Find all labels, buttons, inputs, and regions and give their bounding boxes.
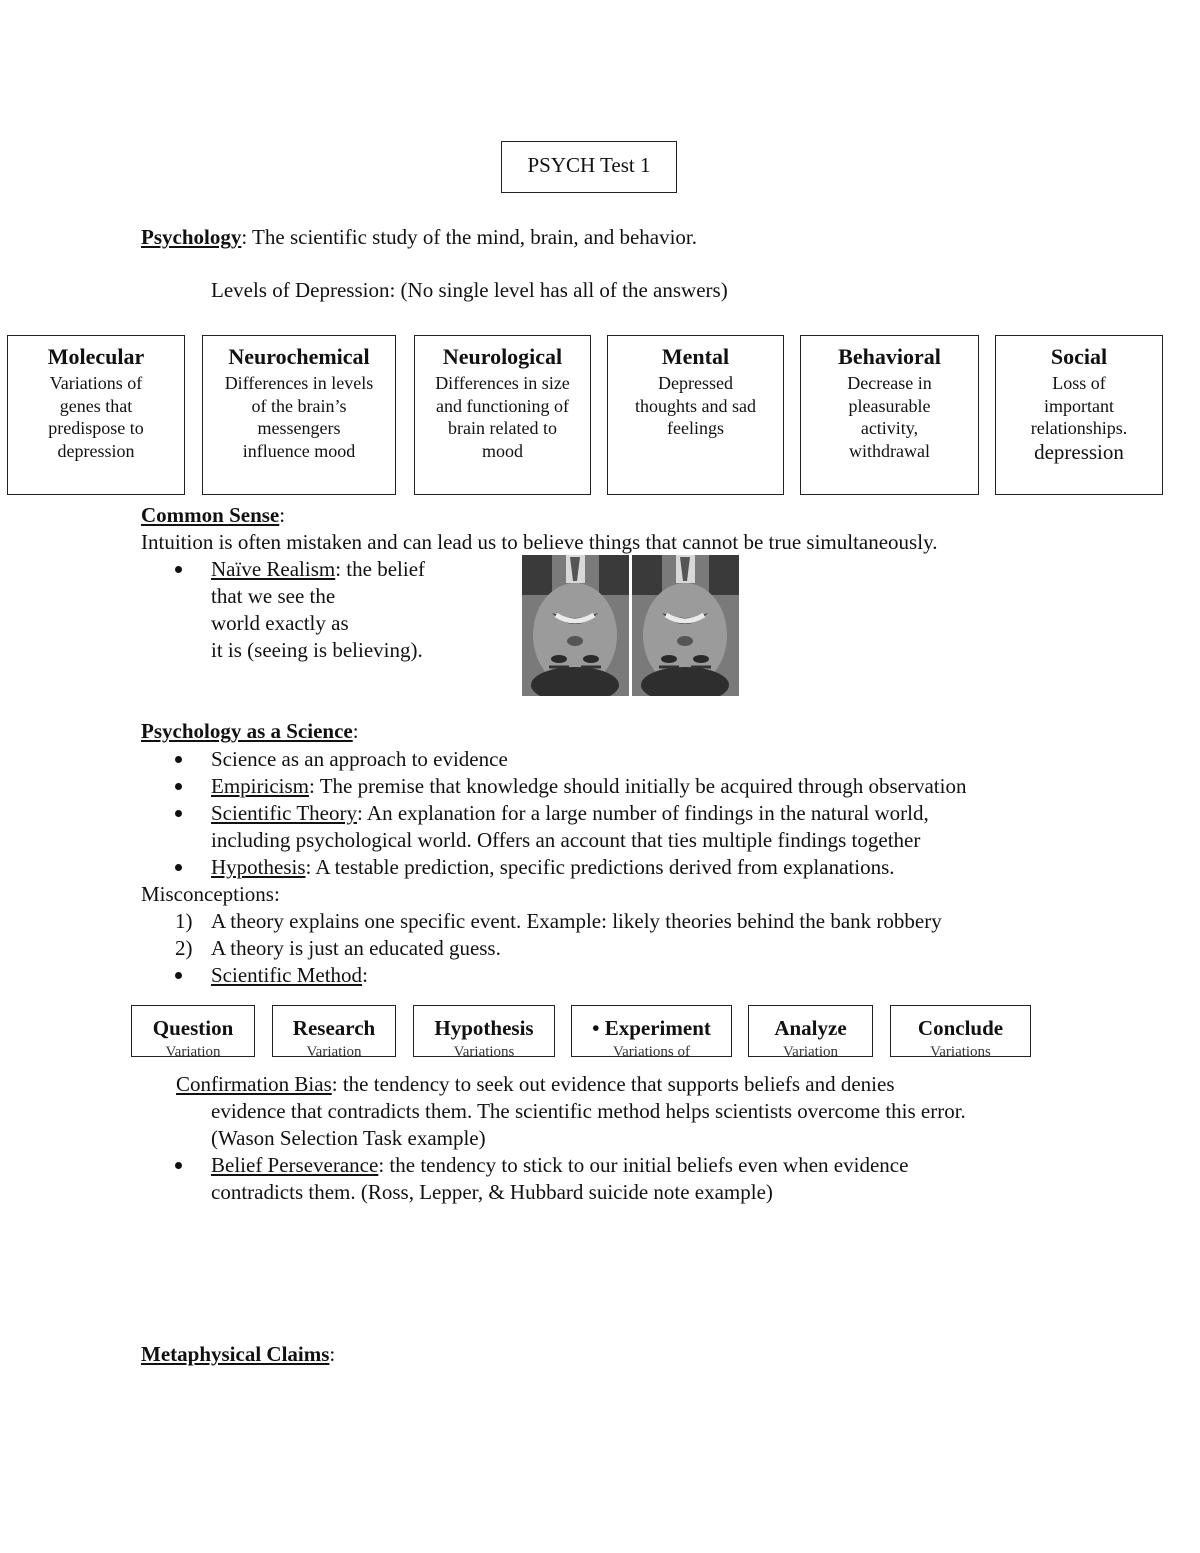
level-line: Differences in size xyxy=(435,373,570,393)
level-line: depression xyxy=(57,440,135,461)
level-box-molecular xyxy=(7,335,185,495)
list-item: A theory explains one specific event. Example: likely theories behind the bank robbery xyxy=(211,909,942,933)
list-item xyxy=(211,854,895,881)
scientific-theory-term: Scientific Theory xyxy=(211,801,357,825)
face-illustration xyxy=(522,555,629,696)
step-label: • Experiment xyxy=(592,1016,711,1040)
level-line: predispose to xyxy=(48,418,144,438)
list-item xyxy=(211,962,368,989)
level-line: withdrawal xyxy=(849,440,930,461)
upside-down-face-photo-left xyxy=(522,555,629,696)
level-line: pleasurable xyxy=(848,395,931,416)
step-sub: Variation xyxy=(783,1044,838,1057)
psychology-definition xyxy=(141,224,697,251)
level-line: and functioning of xyxy=(436,395,569,416)
level-line: Depressed xyxy=(658,373,733,393)
confirmation-text-continued: evidence that contradicts them. The scientific method helps scientists overcome this error. xyxy=(211,1099,966,1123)
metaphysical-heading xyxy=(141,1341,335,1368)
empiricism-term: Empiricism xyxy=(211,774,309,798)
misconceptions-heading: Misconceptions: xyxy=(141,882,280,906)
level-line: activity, xyxy=(860,418,919,438)
step-label: Conclude xyxy=(917,1016,1004,1040)
level-line: genes that xyxy=(59,395,133,416)
level-box-mental xyxy=(607,335,784,495)
step-experiment xyxy=(571,1005,732,1057)
page-title: PSYCH Test 1 xyxy=(501,141,677,193)
step-sub: Variation xyxy=(306,1044,362,1057)
levels-heading: Levels of Depression: (No single level has all of the answers) xyxy=(211,278,728,302)
naive-line: that we see the xyxy=(211,584,336,608)
level-title: Molecular xyxy=(47,344,145,369)
level-title: Neurological xyxy=(442,344,563,369)
colon: : xyxy=(279,503,286,527)
list-item: A theory is just an educated guess. xyxy=(211,936,501,960)
upside-down-face-photo-right xyxy=(632,555,739,696)
list-item xyxy=(211,1152,908,1179)
theory-text: : An explanation for a large number of findings in the natural world, xyxy=(357,801,929,825)
step-sub: Variation xyxy=(165,1044,221,1057)
step-label: Research xyxy=(292,1016,376,1040)
list-item xyxy=(211,556,425,583)
level-line: feelings xyxy=(667,418,724,438)
level-line: brain related to xyxy=(448,418,557,438)
theory-text-continued: including psychological world. Offers an account that ties multiple findings together xyxy=(211,828,921,852)
hypothesis-text: : A testable prediction, specific predictions derived from explanations. xyxy=(305,855,895,879)
hypothesis-term: Hypothesis xyxy=(211,855,306,879)
step-analyze xyxy=(748,1005,873,1057)
level-line: messengers xyxy=(257,418,341,438)
step-sub: Variations of xyxy=(612,1044,691,1057)
naive-line: : the belief xyxy=(335,557,426,581)
list-number: 2) xyxy=(175,936,193,960)
naive-line: it is (seeing is believing). xyxy=(211,638,423,662)
step-label: Hypothesis xyxy=(434,1016,534,1040)
colon: : xyxy=(362,963,368,987)
level-line: depression xyxy=(1034,439,1124,464)
psychology-term: Psychology xyxy=(141,225,242,249)
level-line: Decrease in xyxy=(847,373,932,393)
empiricism-text: : The premise that knowledge should initially be acquired through observation xyxy=(309,774,967,798)
level-box-neurochemical xyxy=(202,335,396,495)
step-label: Analyze xyxy=(774,1016,847,1040)
level-line: relationships. xyxy=(1030,418,1128,438)
level-line: important xyxy=(1044,395,1114,416)
naive-line: world exactly as xyxy=(211,611,349,635)
step-hypothesis xyxy=(413,1005,555,1057)
step-sub: Variations xyxy=(453,1044,515,1057)
level-box-social xyxy=(995,335,1163,495)
step-conclude xyxy=(890,1005,1031,1057)
confirmation-text: : the tendency to seek out evidence that supports beliefs and denies xyxy=(331,1072,895,1096)
level-line: Variations of xyxy=(49,373,143,393)
level-box-neurological xyxy=(414,335,591,495)
confirmation-example: (Wason Selection Task example) xyxy=(211,1126,486,1150)
level-line: of the brain’s xyxy=(251,395,347,416)
level-line: thoughts and sad xyxy=(635,395,756,416)
step-sub: Variations xyxy=(930,1044,991,1057)
list-number: 1) xyxy=(175,909,193,933)
level-title: Social xyxy=(1050,344,1108,369)
level-line: Differences in levels xyxy=(224,373,374,393)
science-term: Psychology as a Science xyxy=(141,719,353,743)
list-item: Science as an approach to evidence xyxy=(211,747,508,771)
confirmation-bias-line xyxy=(176,1071,895,1098)
level-title: Behavioral xyxy=(838,344,941,369)
list-item xyxy=(211,800,929,827)
level-line: influence mood xyxy=(242,440,356,461)
confirmation-bias-term: Confirmation Bias xyxy=(176,1072,332,1096)
level-line: Loss of xyxy=(1052,373,1106,393)
level-box-behavioral xyxy=(800,335,979,495)
science-heading xyxy=(141,718,359,745)
step-question xyxy=(131,1005,255,1057)
colon: : xyxy=(329,1342,336,1366)
psychology-text: : The scientific study of the mind, brain, and behavior. xyxy=(241,225,698,249)
level-title: Mental xyxy=(661,344,730,369)
common-sense-term: Common Sense xyxy=(141,503,280,527)
belief-text: : the tendency to stick to our initial beliefs even when evidence xyxy=(378,1153,909,1177)
belief-perseverance-term: Belief Perseverance xyxy=(211,1153,379,1177)
step-label: Question xyxy=(152,1016,234,1040)
belief-text-continued: contradicts them. (Ross, Lepper, & Hubbard suicide note example) xyxy=(211,1180,773,1204)
colon: : xyxy=(352,719,359,743)
naive-realism-term: Naïve Realism xyxy=(211,557,336,581)
list-item xyxy=(211,773,966,800)
step-research xyxy=(272,1005,396,1057)
common-sense-heading xyxy=(141,502,285,529)
face-illustration xyxy=(632,555,739,696)
metaphysical-term: Metaphysical Claims xyxy=(141,1342,330,1366)
scientific-method-term: Scientific Method xyxy=(211,963,363,987)
level-line: mood xyxy=(481,440,523,461)
level-title: Neurochemical xyxy=(228,344,370,369)
common-sense-text: Intuition is often mistaken and can lead us to believe things that cannot be true simultaneously. xyxy=(141,530,938,554)
